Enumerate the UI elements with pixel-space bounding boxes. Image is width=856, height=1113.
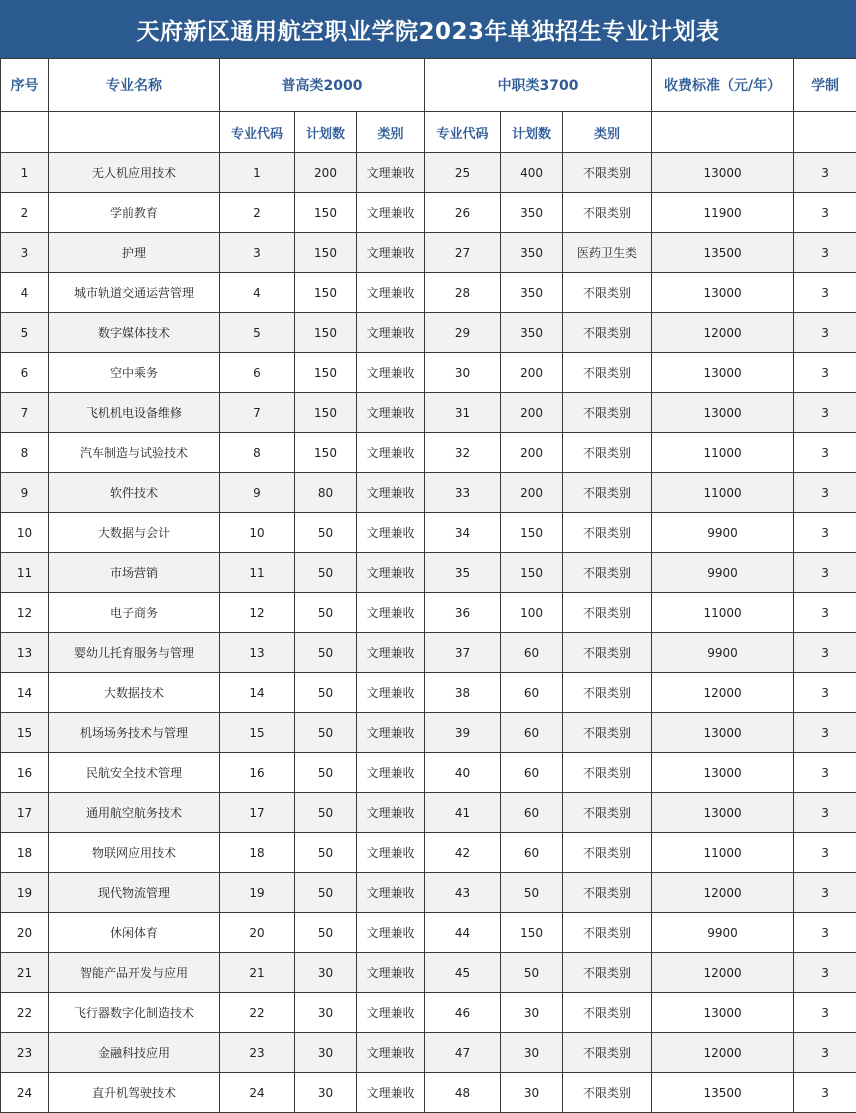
header-empty-fee xyxy=(652,112,794,153)
cell-general-plan: 30 xyxy=(295,953,357,993)
cell-major-name: 护理 xyxy=(49,233,220,273)
cell-vocational-category: 不限类别 xyxy=(563,193,652,233)
cell-vocational-plan: 200 xyxy=(501,353,563,393)
cell-general-category: 文理兼收 xyxy=(357,593,425,633)
cell-fee: 9900 xyxy=(652,513,794,553)
cell-vocational-code: 38 xyxy=(425,673,501,713)
header-vocational-code: 专业代码 xyxy=(425,112,501,153)
cell-seq: 9 xyxy=(1,473,49,513)
cell-fee: 12000 xyxy=(652,953,794,993)
enrollment-plan-table xyxy=(0,58,856,1113)
cell-vocational-plan: 30 xyxy=(501,1033,563,1073)
cell-vocational-code: 43 xyxy=(425,873,501,913)
cell-general-code: 7 xyxy=(220,393,295,433)
cell-vocational-category: 不限类别 xyxy=(563,433,652,473)
cell-general-plan: 50 xyxy=(295,553,357,593)
cell-vocational-category: 不限类别 xyxy=(563,833,652,873)
cell-general-code: 19 xyxy=(220,873,295,913)
cell-general-plan: 150 xyxy=(295,313,357,353)
cell-vocational-code: 48 xyxy=(425,1073,501,1113)
cell-general-plan: 50 xyxy=(295,593,357,633)
table-row xyxy=(1,993,856,1033)
cell-general-plan: 50 xyxy=(295,793,357,833)
cell-general-code: 6 xyxy=(220,353,295,393)
cell-fee: 9900 xyxy=(652,913,794,953)
header-general-category: 类别 xyxy=(357,112,425,153)
cell-vocational-plan: 150 xyxy=(501,553,563,593)
header-seq: 序号 xyxy=(1,59,49,112)
cell-seq: 10 xyxy=(1,513,49,553)
cell-fee: 11000 xyxy=(652,833,794,873)
cell-years: 3 xyxy=(794,593,856,633)
header-vocational-group: 中职类3700 xyxy=(425,59,652,112)
cell-vocational-plan: 400 xyxy=(501,153,563,193)
cell-vocational-plan: 60 xyxy=(501,633,563,673)
cell-vocational-plan: 200 xyxy=(501,433,563,473)
cell-major-name: 空中乘务 xyxy=(49,353,220,393)
page-title: 天府新区通用航空职业学院2023年单独招生专业计划表 xyxy=(0,0,856,58)
cell-vocational-plan: 100 xyxy=(501,593,563,633)
cell-vocational-category: 不限类别 xyxy=(563,1073,652,1113)
cell-general-category: 文理兼收 xyxy=(357,153,425,193)
cell-general-category: 文理兼收 xyxy=(357,953,425,993)
cell-fee: 13000 xyxy=(652,393,794,433)
cell-seq: 22 xyxy=(1,993,49,1033)
cell-general-category: 文理兼收 xyxy=(357,353,425,393)
table-row xyxy=(1,713,856,753)
cell-vocational-plan: 60 xyxy=(501,833,563,873)
table-row xyxy=(1,873,856,913)
table-row xyxy=(1,833,856,873)
header-general-group: 普高类2000 xyxy=(220,59,425,112)
table-row xyxy=(1,1033,856,1073)
cell-general-code: 1 xyxy=(220,153,295,193)
table-row xyxy=(1,313,856,353)
header-row-secondary xyxy=(1,112,856,153)
cell-vocational-code: 32 xyxy=(425,433,501,473)
table-row xyxy=(1,793,856,833)
cell-seq: 15 xyxy=(1,713,49,753)
cell-years: 3 xyxy=(794,873,856,913)
cell-fee: 13000 xyxy=(652,153,794,193)
cell-fee: 13500 xyxy=(652,233,794,273)
cell-major-name: 飞行器数字化制造技术 xyxy=(49,993,220,1033)
cell-vocational-category: 不限类别 xyxy=(563,673,652,713)
cell-vocational-category: 不限类别 xyxy=(563,873,652,913)
cell-seq: 4 xyxy=(1,273,49,313)
cell-vocational-code: 39 xyxy=(425,713,501,753)
cell-general-code: 23 xyxy=(220,1033,295,1073)
header-row-primary xyxy=(1,59,856,112)
cell-years: 3 xyxy=(794,633,856,673)
cell-general-category: 文理兼收 xyxy=(357,233,425,273)
cell-major-name: 软件技术 xyxy=(49,473,220,513)
cell-major-name: 金融科技应用 xyxy=(49,1033,220,1073)
cell-vocational-category: 不限类别 xyxy=(563,313,652,353)
table-row xyxy=(1,393,856,433)
cell-vocational-category: 不限类别 xyxy=(563,473,652,513)
cell-general-plan: 150 xyxy=(295,233,357,273)
cell-years: 3 xyxy=(794,273,856,313)
header-fee: 收费标准（元/年） xyxy=(652,59,794,112)
cell-vocational-code: 25 xyxy=(425,153,501,193)
cell-seq: 12 xyxy=(1,593,49,633)
cell-general-category: 文理兼收 xyxy=(357,913,425,953)
cell-vocational-category: 不限类别 xyxy=(563,793,652,833)
cell-vocational-code: 31 xyxy=(425,393,501,433)
cell-vocational-category: 不限类别 xyxy=(563,713,652,753)
cell-seq: 6 xyxy=(1,353,49,393)
cell-seq: 20 xyxy=(1,913,49,953)
table-row xyxy=(1,673,856,713)
cell-vocational-code: 36 xyxy=(425,593,501,633)
cell-general-plan: 150 xyxy=(295,353,357,393)
cell-general-plan: 150 xyxy=(295,393,357,433)
cell-vocational-plan: 350 xyxy=(501,233,563,273)
cell-general-plan: 50 xyxy=(295,633,357,673)
cell-major-name: 学前教育 xyxy=(49,193,220,233)
cell-vocational-code: 45 xyxy=(425,953,501,993)
cell-general-code: 15 xyxy=(220,713,295,753)
cell-major-name: 数字媒体技术 xyxy=(49,313,220,353)
cell-vocational-code: 42 xyxy=(425,833,501,873)
cell-years: 3 xyxy=(794,233,856,273)
cell-years: 3 xyxy=(794,793,856,833)
cell-general-category: 文理兼收 xyxy=(357,553,425,593)
cell-vocational-plan: 350 xyxy=(501,313,563,353)
cell-vocational-category: 不限类别 xyxy=(563,633,652,673)
cell-seq: 17 xyxy=(1,793,49,833)
header-vocational-plan: 计划数 xyxy=(501,112,563,153)
cell-fee: 12000 xyxy=(652,873,794,913)
table-row xyxy=(1,553,856,593)
cell-seq: 7 xyxy=(1,393,49,433)
cell-general-plan: 50 xyxy=(295,673,357,713)
cell-general-code: 24 xyxy=(220,1073,295,1113)
header-general-code: 专业代码 xyxy=(220,112,295,153)
cell-general-code: 18 xyxy=(220,833,295,873)
cell-general-plan: 80 xyxy=(295,473,357,513)
cell-vocational-code: 37 xyxy=(425,633,501,673)
cell-general-category: 文理兼收 xyxy=(357,513,425,553)
cell-years: 3 xyxy=(794,993,856,1033)
cell-vocational-category: 不限类别 xyxy=(563,513,652,553)
cell-years: 3 xyxy=(794,193,856,233)
cell-general-code: 2 xyxy=(220,193,295,233)
cell-seq: 19 xyxy=(1,873,49,913)
cell-years: 3 xyxy=(794,713,856,753)
cell-general-plan: 200 xyxy=(295,153,357,193)
cell-general-plan: 50 xyxy=(295,833,357,873)
cell-vocational-plan: 200 xyxy=(501,473,563,513)
cell-major-name: 市场营销 xyxy=(49,553,220,593)
cell-major-name: 机场场务技术与管理 xyxy=(49,713,220,753)
cell-major-name: 物联网应用技术 xyxy=(49,833,220,873)
cell-general-category: 文理兼收 xyxy=(357,393,425,433)
cell-major-name: 飞机机电设备维修 xyxy=(49,393,220,433)
cell-major-name: 通用航空航务技术 xyxy=(49,793,220,833)
cell-general-plan: 150 xyxy=(295,193,357,233)
cell-general-code: 11 xyxy=(220,553,295,593)
header-empty-seq xyxy=(1,112,49,153)
cell-general-code: 5 xyxy=(220,313,295,353)
cell-seq: 8 xyxy=(1,433,49,473)
cell-vocational-category: 医药卫生类 xyxy=(563,233,652,273)
cell-vocational-plan: 30 xyxy=(501,993,563,1033)
cell-general-code: 22 xyxy=(220,993,295,1033)
cell-general-category: 文理兼收 xyxy=(357,873,425,913)
cell-general-category: 文理兼收 xyxy=(357,193,425,233)
table-row xyxy=(1,953,856,993)
cell-fee: 13000 xyxy=(652,993,794,1033)
cell-fee: 12000 xyxy=(652,313,794,353)
cell-vocational-code: 34 xyxy=(425,513,501,553)
cell-fee: 13500 xyxy=(652,1073,794,1113)
cell-seq: 18 xyxy=(1,833,49,873)
cell-vocational-code: 44 xyxy=(425,913,501,953)
cell-general-plan: 150 xyxy=(295,273,357,313)
cell-seq: 21 xyxy=(1,953,49,993)
cell-general-category: 文理兼收 xyxy=(357,313,425,353)
cell-vocational-plan: 200 xyxy=(501,393,563,433)
cell-fee: 11000 xyxy=(652,473,794,513)
cell-vocational-category: 不限类别 xyxy=(563,913,652,953)
cell-vocational-category: 不限类别 xyxy=(563,1033,652,1073)
cell-fee: 12000 xyxy=(652,673,794,713)
cell-general-code: 17 xyxy=(220,793,295,833)
table-row xyxy=(1,633,856,673)
cell-general-category: 文理兼收 xyxy=(357,713,425,753)
cell-vocational-category: 不限类别 xyxy=(563,593,652,633)
cell-general-plan: 150 xyxy=(295,433,357,473)
table-row xyxy=(1,593,856,633)
cell-seq: 13 xyxy=(1,633,49,673)
cell-vocational-code: 46 xyxy=(425,993,501,1033)
cell-fee: 9900 xyxy=(652,553,794,593)
cell-vocational-plan: 50 xyxy=(501,953,563,993)
cell-general-category: 文理兼收 xyxy=(357,753,425,793)
cell-fee: 13000 xyxy=(652,273,794,313)
cell-vocational-category: 不限类别 xyxy=(563,353,652,393)
table-row xyxy=(1,753,856,793)
cell-general-category: 文理兼收 xyxy=(357,1073,425,1113)
cell-vocational-code: 47 xyxy=(425,1033,501,1073)
cell-vocational-code: 33 xyxy=(425,473,501,513)
cell-general-category: 文理兼收 xyxy=(357,473,425,513)
table-row xyxy=(1,273,856,313)
cell-major-name: 直升机驾驶技术 xyxy=(49,1073,220,1113)
cell-vocational-code: 35 xyxy=(425,553,501,593)
cell-major-name: 休闲体育 xyxy=(49,913,220,953)
cell-seq: 2 xyxy=(1,193,49,233)
cell-general-code: 20 xyxy=(220,913,295,953)
cell-major-name: 民航安全技术管理 xyxy=(49,753,220,793)
cell-general-category: 文理兼收 xyxy=(357,273,425,313)
cell-vocational-code: 29 xyxy=(425,313,501,353)
header-general-plan: 计划数 xyxy=(295,112,357,153)
cell-general-category: 文理兼收 xyxy=(357,793,425,833)
cell-major-name: 电子商务 xyxy=(49,593,220,633)
header-years: 学制 xyxy=(794,59,856,112)
cell-years: 3 xyxy=(794,913,856,953)
table-row xyxy=(1,193,856,233)
cell-vocational-plan: 350 xyxy=(501,273,563,313)
cell-years: 3 xyxy=(794,393,856,433)
cell-major-name: 大数据技术 xyxy=(49,673,220,713)
cell-general-category: 文理兼收 xyxy=(357,673,425,713)
cell-fee: 9900 xyxy=(652,633,794,673)
cell-seq: 24 xyxy=(1,1073,49,1113)
cell-years: 3 xyxy=(794,953,856,993)
cell-years: 3 xyxy=(794,1073,856,1113)
cell-general-category: 文理兼收 xyxy=(357,1033,425,1073)
table-row xyxy=(1,433,856,473)
cell-vocational-code: 26 xyxy=(425,193,501,233)
cell-seq: 3 xyxy=(1,233,49,273)
cell-major-name: 汽车制造与试验技术 xyxy=(49,433,220,473)
cell-fee: 11900 xyxy=(652,193,794,233)
cell-general-plan: 50 xyxy=(295,513,357,553)
cell-major-name: 无人机应用技术 xyxy=(49,153,220,193)
cell-general-plan: 50 xyxy=(295,713,357,753)
cell-major-name: 大数据与会计 xyxy=(49,513,220,553)
cell-years: 3 xyxy=(794,433,856,473)
cell-general-plan: 30 xyxy=(295,1073,357,1113)
cell-seq: 16 xyxy=(1,753,49,793)
cell-vocational-plan: 50 xyxy=(501,873,563,913)
cell-years: 3 xyxy=(794,353,856,393)
cell-major-name: 婴幼儿托育服务与管理 xyxy=(49,633,220,673)
cell-vocational-code: 27 xyxy=(425,233,501,273)
cell-general-code: 12 xyxy=(220,593,295,633)
table-row xyxy=(1,473,856,513)
cell-major-name: 智能产品开发与应用 xyxy=(49,953,220,993)
table-row xyxy=(1,513,856,553)
cell-general-code: 4 xyxy=(220,273,295,313)
cell-years: 3 xyxy=(794,153,856,193)
cell-general-code: 21 xyxy=(220,953,295,993)
cell-general-category: 文理兼收 xyxy=(357,993,425,1033)
cell-vocational-code: 30 xyxy=(425,353,501,393)
cell-fee: 11000 xyxy=(652,433,794,473)
cell-fee: 13000 xyxy=(652,753,794,793)
cell-seq: 1 xyxy=(1,153,49,193)
cell-vocational-category: 不限类别 xyxy=(563,273,652,313)
cell-general-code: 9 xyxy=(220,473,295,513)
cell-vocational-plan: 150 xyxy=(501,513,563,553)
cell-vocational-category: 不限类别 xyxy=(563,953,652,993)
cell-vocational-category: 不限类别 xyxy=(563,753,652,793)
cell-general-category: 文理兼收 xyxy=(357,433,425,473)
table-row xyxy=(1,1073,856,1113)
cell-seq: 11 xyxy=(1,553,49,593)
cell-vocational-plan: 60 xyxy=(501,713,563,753)
cell-vocational-category: 不限类别 xyxy=(563,153,652,193)
cell-seq: 23 xyxy=(1,1033,49,1073)
cell-vocational-category: 不限类别 xyxy=(563,393,652,433)
cell-vocational-category: 不限类别 xyxy=(563,993,652,1033)
cell-years: 3 xyxy=(794,673,856,713)
table-body xyxy=(1,153,856,1113)
cell-vocational-code: 28 xyxy=(425,273,501,313)
cell-general-plan: 30 xyxy=(295,1033,357,1073)
cell-years: 3 xyxy=(794,513,856,553)
cell-general-plan: 50 xyxy=(295,913,357,953)
cell-years: 3 xyxy=(794,1033,856,1073)
cell-general-category: 文理兼收 xyxy=(357,833,425,873)
cell-general-code: 13 xyxy=(220,633,295,673)
cell-years: 3 xyxy=(794,553,856,593)
header-major: 专业名称 xyxy=(49,59,220,112)
cell-vocational-code: 40 xyxy=(425,753,501,793)
cell-general-plan: 30 xyxy=(295,993,357,1033)
cell-vocational-plan: 60 xyxy=(501,673,563,713)
cell-fee: 13000 xyxy=(652,793,794,833)
cell-vocational-category: 不限类别 xyxy=(563,553,652,593)
cell-seq: 5 xyxy=(1,313,49,353)
table-row xyxy=(1,913,856,953)
cell-years: 3 xyxy=(794,313,856,353)
cell-vocational-plan: 60 xyxy=(501,753,563,793)
cell-general-code: 10 xyxy=(220,513,295,553)
cell-general-code: 14 xyxy=(220,673,295,713)
cell-general-category: 文理兼收 xyxy=(357,633,425,673)
cell-years: 3 xyxy=(794,753,856,793)
table-row xyxy=(1,353,856,393)
cell-fee: 13000 xyxy=(652,713,794,753)
cell-vocational-plan: 350 xyxy=(501,193,563,233)
cell-vocational-plan: 60 xyxy=(501,793,563,833)
header-vocational-category: 类别 xyxy=(563,112,652,153)
cell-major-name: 城市轨道交通运营管理 xyxy=(49,273,220,313)
cell-years: 3 xyxy=(794,833,856,873)
cell-years: 3 xyxy=(794,473,856,513)
cell-vocational-plan: 150 xyxy=(501,913,563,953)
table-row xyxy=(1,233,856,273)
cell-general-plan: 50 xyxy=(295,753,357,793)
cell-seq: 14 xyxy=(1,673,49,713)
cell-fee: 11000 xyxy=(652,593,794,633)
header-empty-years xyxy=(794,112,856,153)
cell-major-name: 现代物流管理 xyxy=(49,873,220,913)
cell-fee: 13000 xyxy=(652,353,794,393)
cell-general-code: 16 xyxy=(220,753,295,793)
cell-fee: 12000 xyxy=(652,1033,794,1073)
cell-general-code: 8 xyxy=(220,433,295,473)
cell-vocational-plan: 30 xyxy=(501,1073,563,1113)
cell-general-plan: 50 xyxy=(295,873,357,913)
cell-general-code: 3 xyxy=(220,233,295,273)
table-row xyxy=(1,153,856,193)
cell-vocational-code: 41 xyxy=(425,793,501,833)
header-empty-major xyxy=(49,112,220,153)
